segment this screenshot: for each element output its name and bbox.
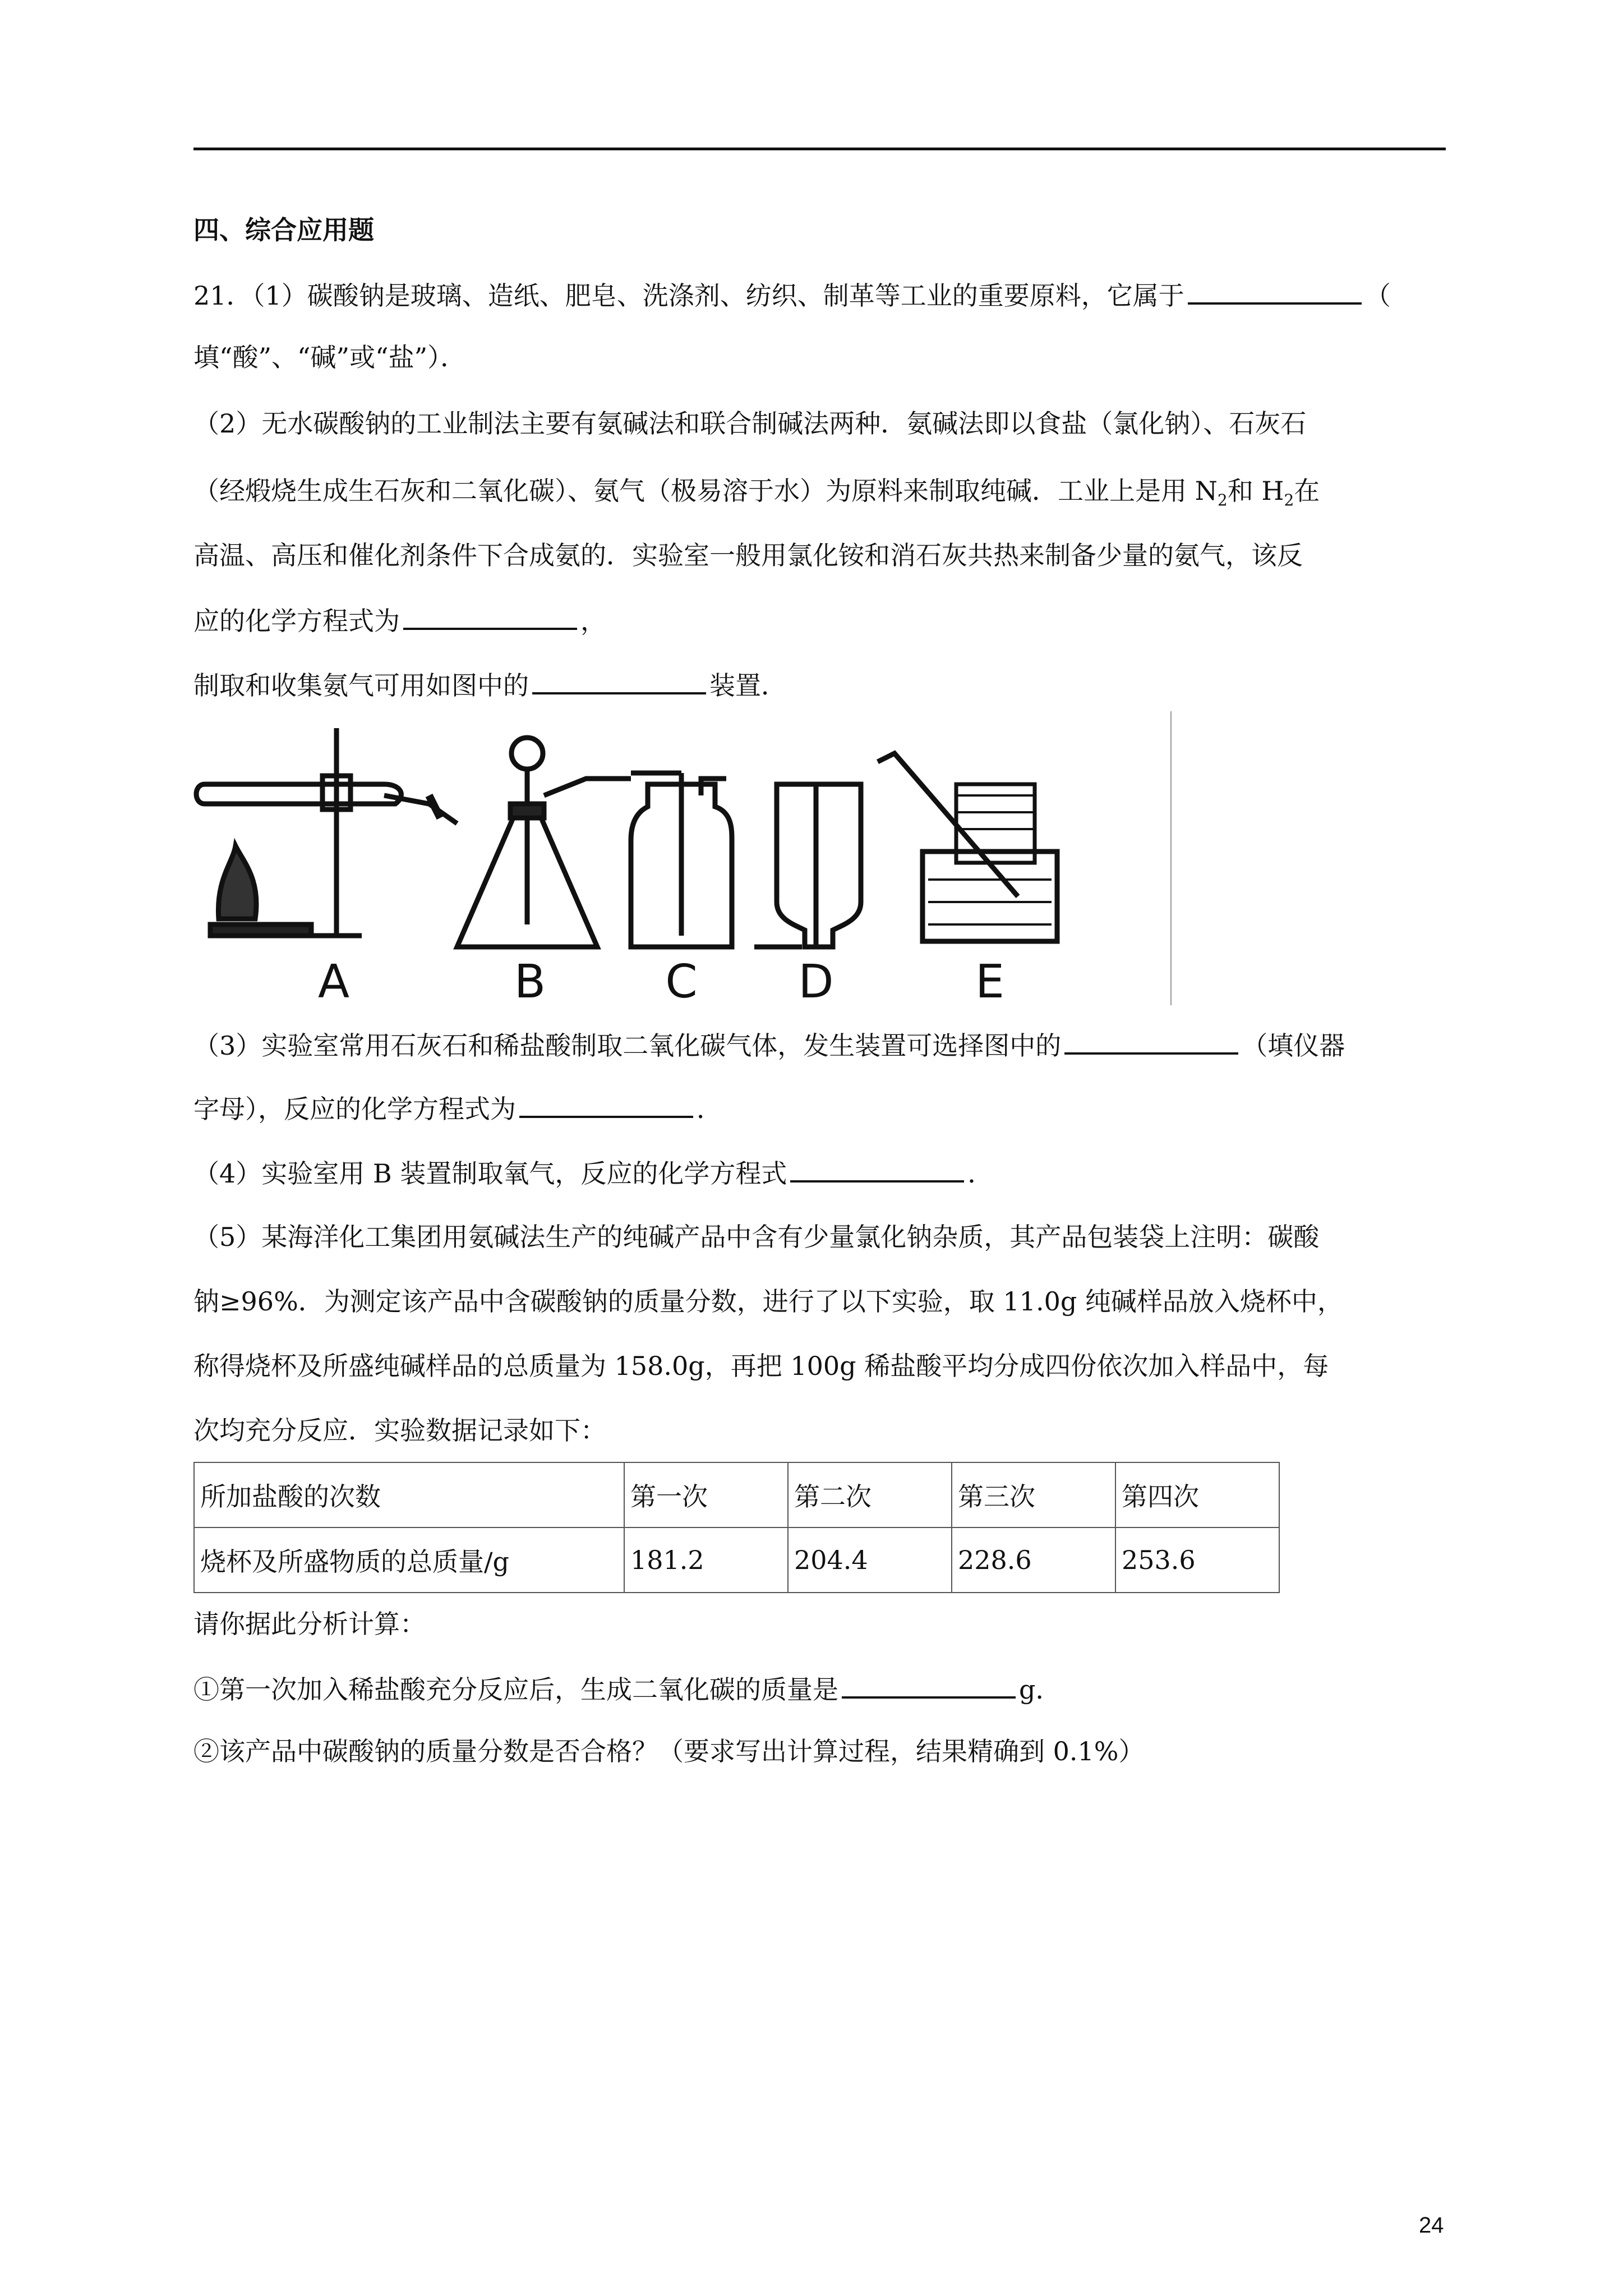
table-cell: 253.6 bbox=[1115, 1527, 1279, 1593]
apparatus-b bbox=[457, 738, 631, 947]
q3-line2-tail: ． bbox=[697, 1094, 722, 1124]
sub-question-2: ②该产品中碳酸钠的质量分数是否合格？（要求写出计算过程，结果精确到 0.1%） bbox=[193, 1736, 1145, 1766]
apparatus-d bbox=[754, 784, 861, 947]
analysis-intro: 请你据此分析计算： bbox=[193, 1609, 426, 1639]
experiment-data-table bbox=[193, 1462, 1280, 1593]
apparatus-c bbox=[631, 773, 732, 947]
section-title: 四、综合应用题 bbox=[193, 215, 374, 245]
apparatus-e bbox=[878, 753, 1057, 941]
q5-line2: 钠≥96%．为测定该产品中含碳酸钠的质量分数，进行了以下实验，取 11.0g 纯碱样品放入烧杯中， bbox=[193, 1286, 1343, 1317]
answer-blank-q2-equation[interactable] bbox=[403, 603, 577, 630]
answer-blank-co2-mass[interactable] bbox=[842, 1672, 1016, 1699]
table-cell: 第三次 bbox=[952, 1462, 1115, 1527]
q2-line2 bbox=[193, 474, 1320, 517]
table-cell: 烧杯及所盛物质的总质量/g bbox=[194, 1527, 624, 1593]
q2-line2-text: （经煅烧生成生石灰和二氧化碳）、氨气（极易溶于水）为原料来制取纯碱．工业上是用 N bbox=[193, 476, 1218, 506]
q4-tail: ． bbox=[967, 1158, 994, 1189]
q3-line2-text: 字母），反应的化学方程式为 bbox=[193, 1094, 516, 1124]
table-row bbox=[194, 1527, 1279, 1593]
q2-line4 bbox=[193, 603, 606, 638]
q2-line5-text: 制取和收集氨气可用如图中的 bbox=[193, 670, 529, 701]
q2-line4-text: 应的化学方程式为 bbox=[193, 606, 400, 636]
apparatus-a bbox=[196, 728, 457, 936]
q3-line1-text: （3）实验室常用石灰石和稀盐酸制取二氧化碳气体，发生装置可选择图中的 bbox=[193, 1030, 1062, 1061]
q2-line3: 高温、高压和催化剂条件下合成氨的．实验室一般用氯化铵和消石灰共热来制备少量的氨气，该反 bbox=[193, 540, 1303, 570]
sub1-unit: g． bbox=[1019, 1674, 1062, 1705]
table-header-row bbox=[194, 1462, 1279, 1527]
q1-text: 21．（1）碳酸钠是玻璃、造纸、肥皂、洗涤剂、纺织、制革等工业的重要原料，它属于 bbox=[193, 280, 1184, 311]
q2-line4-tail: ， bbox=[580, 606, 606, 636]
table-cell: 第一次 bbox=[624, 1462, 788, 1527]
figure-label-d: D bbox=[798, 955, 834, 1005]
answer-blank-q2-apparatus[interactable] bbox=[532, 668, 706, 694]
answer-blank-q1[interactable] bbox=[1188, 278, 1362, 305]
figure-label-a: A bbox=[317, 955, 350, 1005]
figure-label-e: E bbox=[975, 955, 1004, 1005]
q2-line2-text-c: 在 bbox=[1294, 476, 1320, 506]
figure-label-b: B bbox=[514, 955, 546, 1005]
q1-line2: 填“酸”、“碱”或“盐”）． bbox=[193, 342, 467, 372]
q5-line3: 称得烧杯及所盛纯碱样品的总质量为 158.0g，再把 100g 稀盐酸平均分成四份依次加入样品中，每 bbox=[193, 1351, 1329, 1381]
q4-line bbox=[193, 1156, 993, 1190]
answer-blank-q3-equation[interactable] bbox=[519, 1091, 693, 1118]
subscript: 2 bbox=[1284, 491, 1294, 510]
answer-blank-q3-apparatus[interactable] bbox=[1064, 1028, 1238, 1055]
q3-line1 bbox=[193, 1028, 1345, 1062]
q1-text-tail: （ bbox=[1364, 280, 1391, 311]
sub1-text: ①第一次加入稀盐酸充分反应后，生成二氧化碳的质量是 bbox=[193, 1674, 838, 1705]
q5-line4: 次均充分反应．实验数据记录如下： bbox=[193, 1415, 606, 1446]
subscript: 2 bbox=[1217, 491, 1228, 510]
table-cell: 181.2 bbox=[624, 1527, 788, 1593]
q4-text: （4）实验室用 B 装置制取氧气，反应的化学方程式 bbox=[193, 1158, 787, 1189]
table-cell: 第四次 bbox=[1115, 1462, 1279, 1527]
header-rule bbox=[193, 148, 1446, 150]
table-cell: 所加盐酸的次数 bbox=[194, 1462, 624, 1527]
table-cell: 204.4 bbox=[788, 1527, 952, 1593]
table-cell: 第二次 bbox=[788, 1462, 952, 1527]
q2-line1: （2）无水碳酸钠的工业制法主要有氨碱法和联合制碱法两种．氨碱法即以食盐（氯化钠）、石灰石 bbox=[193, 408, 1307, 439]
q1-line1 bbox=[193, 278, 1391, 312]
q2-line2-text-b: 和 H bbox=[1227, 476, 1284, 506]
q2-line5 bbox=[193, 668, 787, 702]
table-cell: 228.6 bbox=[952, 1527, 1115, 1593]
figure-label-c: C bbox=[665, 955, 698, 1005]
q3-line2 bbox=[193, 1091, 722, 1126]
q3-line1-tail: （填仪器 bbox=[1242, 1030, 1345, 1061]
q5-line1: （5）某海洋化工集团用氨碱法生产的纯碱产品中含有少量氯化钠杂质，其产品包装袋上注明：碳酸 bbox=[193, 1222, 1320, 1252]
answer-blank-q4-equation[interactable] bbox=[790, 1156, 964, 1182]
sub-question-1 bbox=[193, 1672, 1061, 1706]
q2-line5-tail: 装置． bbox=[709, 670, 787, 701]
page-number: 24 bbox=[1419, 2213, 1444, 2238]
apparatus-figure bbox=[193, 711, 1172, 1005]
